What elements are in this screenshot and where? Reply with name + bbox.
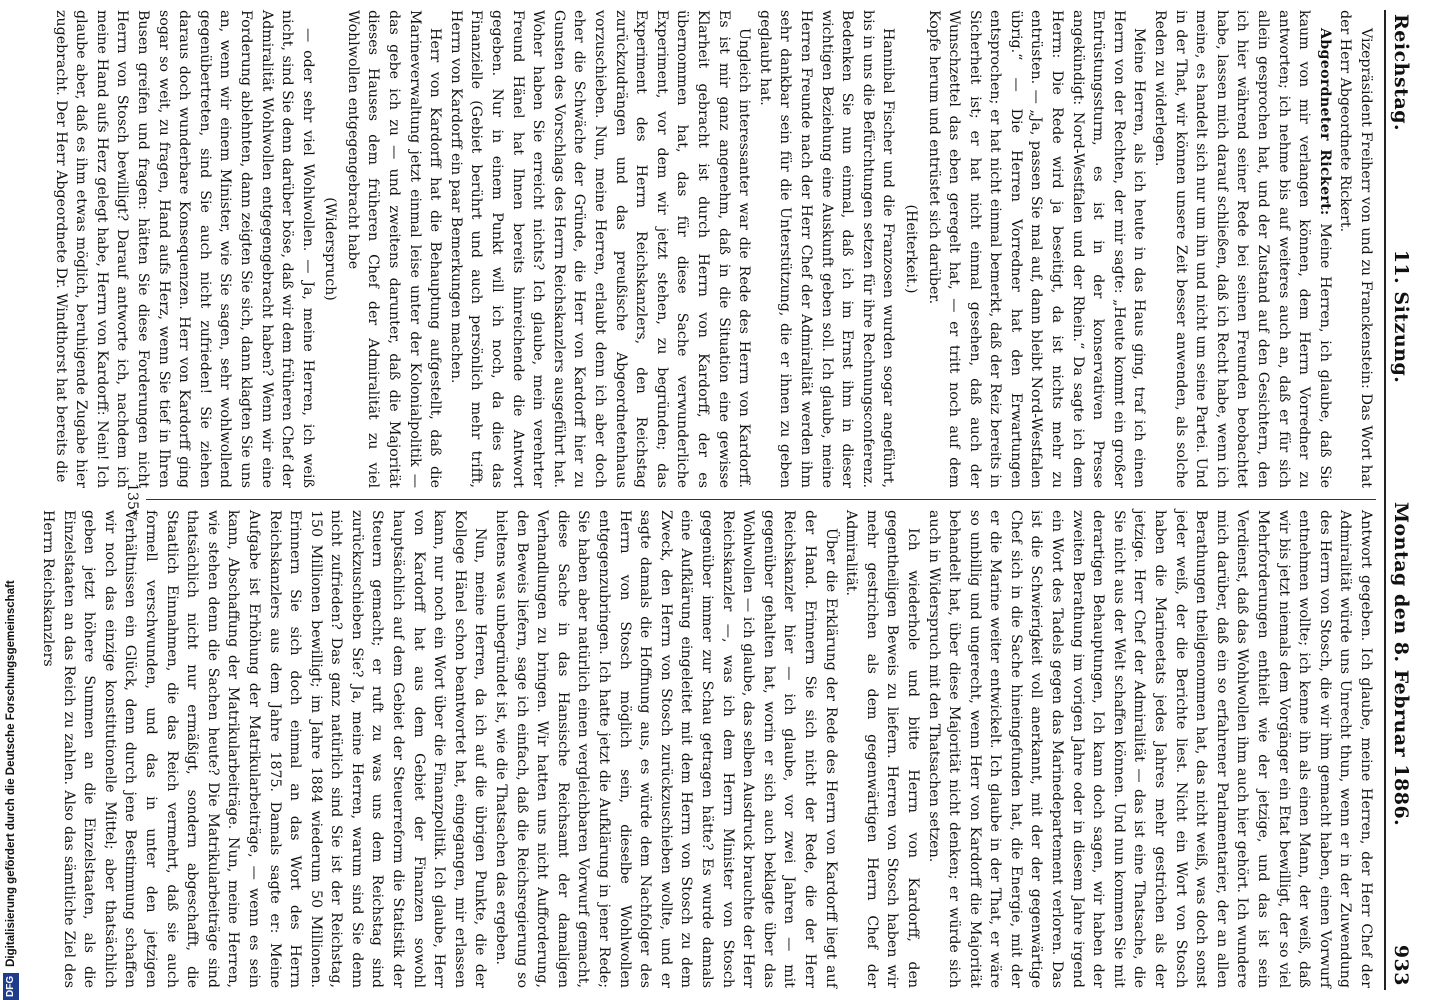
text-paragraph: — oder sehr viel Wohlwollen. — Ja, meine Herren, ich weiß nicht, sind Sie denn darüber böse, daß wir dem früheren Chef der Admiralität Wohlwollen entgegengebracht haben? Wenn wir eine Forderung ablehnten, dann zeigten Sie sich, dann klagten Sie uns an, wenn wir einem Minister, wie Sie sagen, sehr wohlwollend gegenübertreten, sind Sie auch nicht zufrieden! Sie ziehen daraus doch wunderbare Konsequenzen. Herr von Kardorff ging sogar so weit, zu fragen, Hand aufs Herz, wenn Sie tief in Ihren Busen greifen und fragen: hätten Sie diese Forderungen nicht Herrn von Stosch bewilligt? Darauf antworte ich, nachdem ich meine Hand aufs Herz gelegt habe, Herrn von Kardorff: Nein! Ich glaube aber, daß es ihm etwas möglich, beruhigende Zugabe hier zugebracht. Der Herr Abgeordnete Dr. Windthorst hat bereits die xyxy=(52,10,316,488)
page-header xyxy=(1384,10,1412,990)
header-date: Montag den 8. Februar 1886. xyxy=(1390,501,1412,827)
text-paragraph: Nun, meine Herren, da ich auf die übrigen Punkte, die der Kollege Hänel schon beantwortet hat, eingegangen, mir erlassen kann, nur noch ein Wort über die Finanzpolitik. Ich glaube, Herr von Kardorff hat aus dem Gebiet der Finanzen sowohl hauptsächlich auf dem Gebiet der Steuerreform die Statistik der Steuern gemacht; er ruft zu was uns dem Reichstag sind zurückzuschieben Sie? Ja, meine Herren, warum sind Sie denn nicht zufrieden? Das ganz natürlich sind Sie ist der Reichstag, 150 Millionen bewilligt; im Jahre 1884 wiederum 50 Millionen. Erinnern Sie sich doch einmal an das Wort des Herrn Reichskanzlers aus dem Jahre 1875. Damals sagte er: Meine Aufgabe ist Erhöhung der Matrikularbeiträge, — wenn es sein kann, Abschaffung der Matrikularbeiträge. Nun, meine Herren, wie stehen denn die Sachen heute? Die Matrikularbeiträge sind thatsächlich nicht nur ermäßigt, sondern abgeschafft, die Staatlich Einnahmen, die das Reich vermehrt, daß sie auch formell verschwunden, und das in unter den jetzigen Verhältnissen ein Glück, denn durch jene Bestimmung schaffen wir noch das einzige konstitutionelle Mittel; aber thatsächlich geben jetzt höhere Summen an die Einzelstaaten, als die Einzelstaaten an das Reich zu zahlen. Also das sämtliche Ziel des Herrn Reichskanzlers xyxy=(40,510,489,988)
page-number: 933 xyxy=(1390,944,1412,986)
text-paragraph: Meine Herren, als ich heute in das Haus ging, traf ich einen Herrn von der Rechten, der mir sagte: „Heute kommt ein großer Entrüstungssturm, es ist in der konservativen Presse angekündigt: Nord-Westfalen und der Rhein.“ Da sagte ich dem Herrn: Die Rede wird ja beseitigt, da ist nichts mehr zu entrüsten. — „Ja, passen Sie mal auf, dann bleibt Nord-Westfalen übrig.“ — Die Herren Vorredner hat den Erwartungen entsprochen; er hat nicht einmal bemerkt, daß der Reiz bereits in Sicherheit ist; er hat nicht einmal gesehen, daß auch der Wunschzettel das eben geregelt hat, — er tritt noch auf dem Kopfe herum und entrüstet sich darüber. xyxy=(925,10,1148,488)
newspaper-page xyxy=(40,10,1412,990)
text-paragraph: Antwort gegeben. Ich glaube, meine Herren, der Herr Chef der Admiralität würde uns Unrecht thun, wenn er in der Zuwendung des Herrn von Stosch, die wir ihm gemacht haben, einen Vorwurf entnehmen wollte; ich kenne ihn als einen Mann, der weiß, daß wir bis jetzt niemals dem Vorgänger ein Etat bewilligt, der so viel Mehrforderungen enthielt wie der jetzige, und das ist sein Verdienst, daß das Wohlwollen ihm auch hier gehört. Ich wundere mich darüber, daß ein so erfahrener Parlamentarier, der an allen Berathungen theilgenommen hat, das nicht weiß, was doch sonst jeder weiß, der die Berichte liest. Nicht ein Wort von Stosch haben die Marineetats jedes Jahres mehr gestrichen als der jetzige. Herr Chef der Admiralität — das ist eine Thatsache, die Sie nicht aus der Welt schaffen können. Und nun kommen Sie mit derartigen Behauptungen, Ich kann doch sagen, wir haben der zweiten Berathung im vorigen Jahre oder in diesem Jahre irgend ein Wort des Tadels gegen das Marinedepartement verloren. Das ist die Schwierigkeit voll anerkannt, mit der der gegenwärtige Chef sich in die Sache hineingefunden hat, die Energie, mit der er die Marine weiter entwickelt. Ich glaube in der That, er wäre so unbillig und ungerecht, wenn Herr von Kardorff die Majorität behandelt hat, über diese Majorität nicht denken; er würde sich auch in Widerspruch mit den Thatsachen setzen. xyxy=(925,510,1374,988)
right-column xyxy=(40,510,1376,988)
dfg-credit xyxy=(0,580,22,1000)
text-paragraph: Vizepräsident Freiherr von und zu Franckenstein: Das Wort hat der Herr Abgeordnete Rickert. xyxy=(1337,10,1374,488)
dfg-credit-text: Digitalisierung gefördert durch die Deutsche Forschungsgemeinschaft xyxy=(5,580,17,967)
text-paragraph: Ich wiederhole und bitte Herrn von Kardorff, den gegentheiligen Beweis zu liefern. Herren von Stosch haben wir mehr gestrichen als dem gegenwärtigen Herrn Chef der Admiralität. xyxy=(843,510,921,988)
stage-direction: (Widerspruch) xyxy=(322,197,339,301)
speaker-name: Abgeordneter Rickert: xyxy=(1316,28,1333,216)
speech-paragraph xyxy=(1149,10,1334,488)
folio: 135* xyxy=(124,483,140,517)
dfg-logo: DFG xyxy=(3,973,19,1000)
speech-text: Meine Herren, ich glaube, daß Sie kaum von mir verlangen können, dem Herrn Vorredner zu antworten; ich nehme bis auf weiteres auch an, daß er für sich allein gesprochen hat, und der Zustand auf den Gesichtern, den ich hier während seiner Rede bei seinen Freunden beobachtet habe, lassen mich darauf schließen, daß ich Recht habe, wenn ich meine, es handelt sich nur um ihn und nicht um seine Partei. Und in der That, wir können unsere Zeit besser anwenden, als solche Reden zu widerlegen. xyxy=(1152,10,1333,488)
header-center: 11. Sitzung. xyxy=(1390,249,1412,384)
text-paragraph: Hannibal Fischer und die Franzosen wurden sogar angeführt, bis in uns die Befürchtungen setzen für ihre Rechnungsconferenz. Bedenken Sie nun einmal, daß ich im Ernst ihm in dieser wichtigen Beziehung eine Auskunft geben soll. Ich glaube, meine Herren Freunde nach der Herr Chef der Admiralität werden ihm sehr dankbar sein für die Unterstützung, die er ihnen zu geben geglaubt hat. xyxy=(756,10,897,488)
text-paragraph: Ungleich interessanter war die Rede des Herrn von Kardorff. Es ist mir ganz angenehm, daß in die Situation eine gewisse Klarheit gebracht ist durch Herrn von Kardorff, der es übernommen hat, das für diese Sache verwunderliche Experiment, vor dem wir jetzt stehen, zu begründen; das Experiment des Herrn Reichskanzlers, den Reichstag zurückzudrängen und das preußische Abgeordnetenhaus vorzuschieben. Nun, meine Herren, erlaubt denn ich aber doch eher die Schwäche der Gründe, die Herr von Kardorff hier zu Gunsten des Vorschlags des Herrn Reichskanzlers ausgeführt hat. Woher haben Sie erreicht nichts? Ich glaube, mein verehrter Freund Hänel hat Ihnen bereits hinreichende die Antwort gegeben. Nur in einem Punkt will ich noch, da dies das Finanzielle (Gebiet berührt und auch persönlich mehr trifft, Herrn von Kardorff ein paar Bemerkungen machen. xyxy=(447,10,753,488)
text-paragraph: Herr von Kardorff hat die Behauptung aufgestellt, daß die Marineverwaltung jetzt einmal leise unter der Kolonialpolitik — das gebe ich zu — und zweitens darunter, daß die Majorität dieses Hauses dem früheren Chef der Admiralität zu viel Wohlwollen entgegengebracht habe xyxy=(344,10,444,488)
text-paragraph: Über die Erklärung der Rede des Herrn von Kardorff liegt auf der Hand. Erinnern Sie sich nicht der Rede, die der Herr Reichskanzler hier — ich glaube, vor zwei Jahren — mit gegenüber gehalten hat, worin er sich auch beklagte über das Wohlwollen — ich glaube, das selben Ausdruck brauchte der Herr Reichskanzler —, was ich dem Herrn Minister von Stosch gegenüber immer zur Schau getragen hätte? Es wurde damals eine Aufklärung eingeleitet mit dem Herrn von Stosch zu dem Zweck, den Herrn von Stosch zurückzuschieben wollte, und er sagte damals die Hoffnung aus, es würde dem Nachfolger des Herrn von Stosch möglich sein, dieselbe Wohlwollen entgegenzubringen. Ich hatte jetzt die Aufklärung in jener Rede; Sie haben aber natürlich einen vergleichbaren Vorwurf gemacht, diese Sache in das Hansische Reichsamt der damaligen Verhandlungen zu bringen. Wir hatten uns nicht Aufforderung, den Beweis liefern, sage ich einfach, daß die Reichsregierung so hieltens was unbegründet ist, wie die Thatsachen das ergeben. xyxy=(493,510,839,988)
stage-direction: (Heiterkeit.) xyxy=(902,204,919,294)
header-left: Reichstag. xyxy=(1390,14,1412,132)
column-divider xyxy=(146,499,1376,500)
left-column xyxy=(52,10,1376,488)
